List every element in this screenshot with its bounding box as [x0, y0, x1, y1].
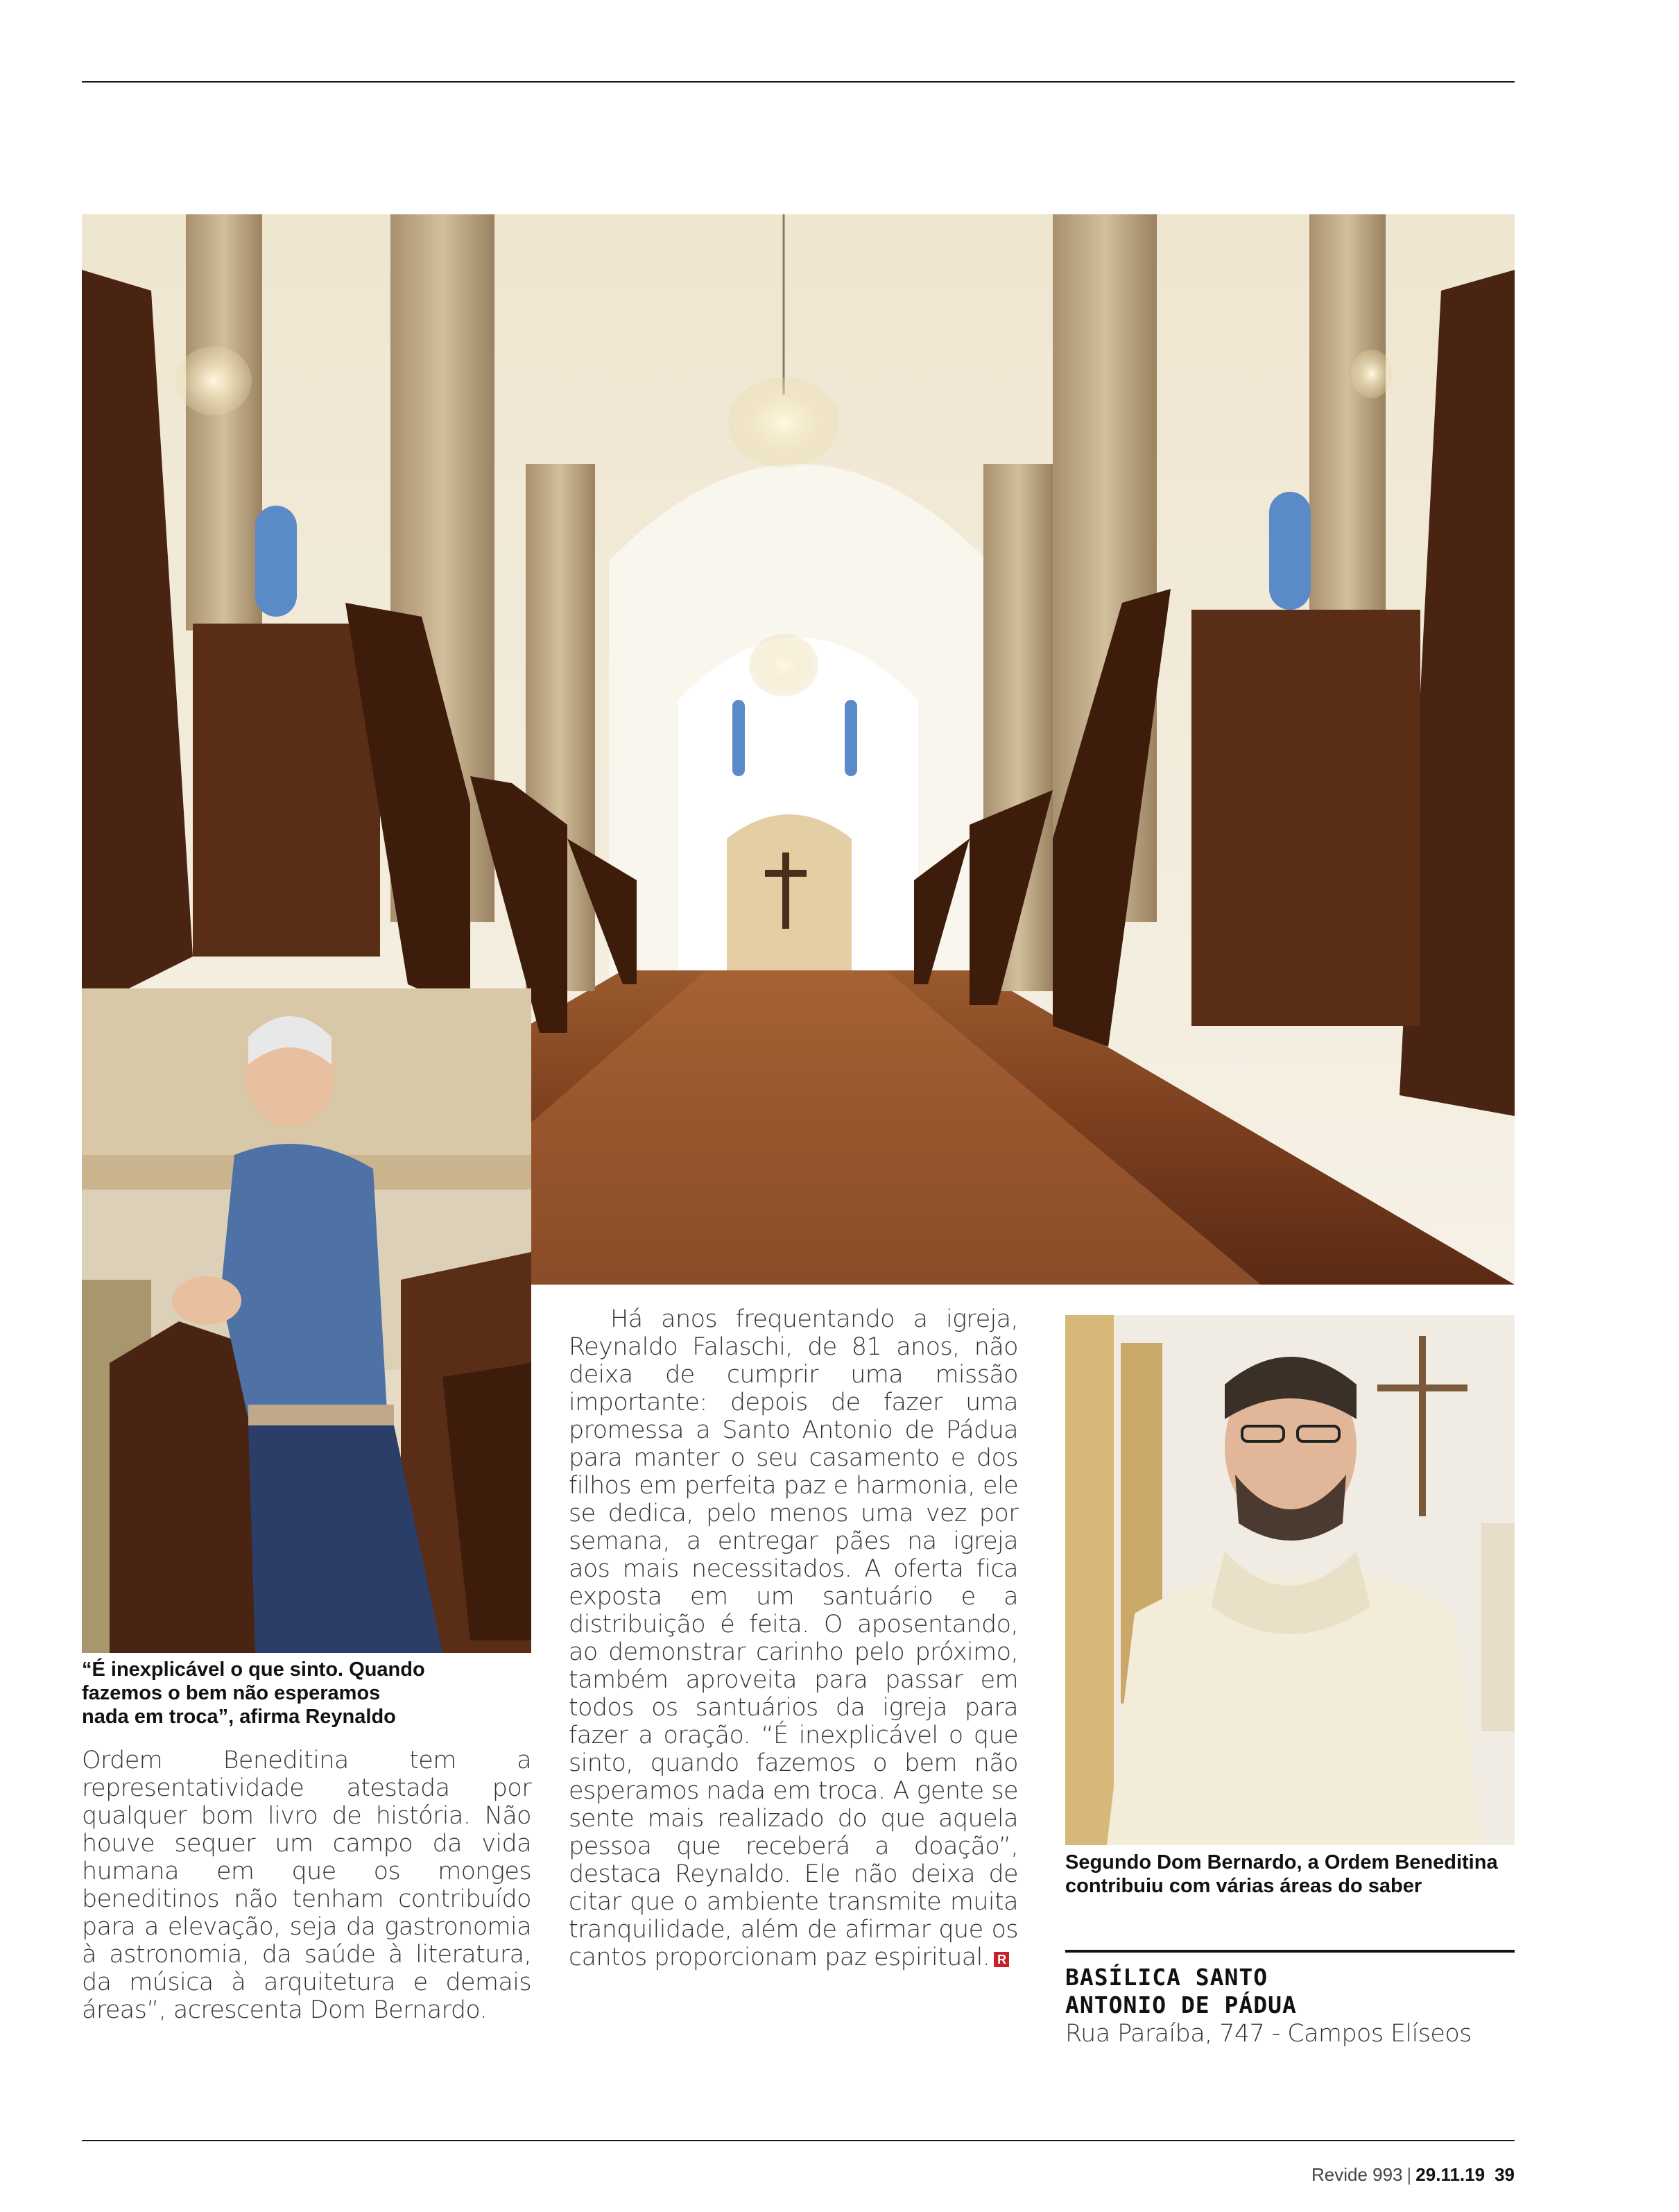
reynaldo-praying-photo — [82, 988, 531, 1653]
infobox-divider — [1065, 1950, 1515, 1953]
caption-line: “É inexplicável o que sinto. Quando — [82, 1658, 425, 1681]
top-rule — [82, 81, 1515, 83]
page-footer — [1311, 2164, 1515, 2186]
magazine-issue: Revide 993 — [1311, 2164, 1403, 2185]
article-paragraph: Ordem Beneditina tem a representatividade atestada por qualquer bom livro de história. Não houve sequer um campo da vida humana em que os monges beneditinos não tenham contribuído para a elevação, seja da gastronomia à astronomia, da saúde à literatura, da música à arquitetura e demais áreas”, acrescenta Dom Bernardo. — [82, 1747, 531, 2024]
article-paragraph — [569, 1305, 1018, 1971]
caption-line: contribuiu com várias áreas do saber — [1065, 1875, 1422, 1897]
article-text: Há anos frequentando a igreja, Reynaldo Falaschi, de 81 anos, não deixa de cumprir uma missão importante: depois de fazer uma promessa a Santo Antonio de Pádua para manter o seu casamento e dos filhos em perfeita paz e harmonia, ele se dedica, pelo menos uma vez por semana, a entregar pães na igreja aos mais necessitados. A oferta fica exposta em um santuário e a distribuição é feita. O aposentando, ao demonstrar carinho pelo próximo, também aproveita para passar em todos os santuários da igreja para fazer a oração. “É inexplicável o que sinto, quando fazemos o bem não esperamos nada em troca. A gente se sente mais realizado do que aquela pessoa que receberá a doação”, destaca Reynaldo. Ele não deixa de citar que o ambiente transmite muita tranquilidade, além de afirmar que os cantos proporcionam paz espiritual. — [569, 1305, 1018, 1971]
caption-line: nada em troca”, afirma Reynaldo — [82, 1706, 396, 1728]
bernardo-photo-caption — [1065, 1851, 1515, 1898]
reynaldo-photo-caption — [82, 1658, 531, 1729]
bottom-rule — [82, 2140, 1515, 2141]
caption-line: Segundo Dom Bernardo, a Ordem Beneditina — [1065, 1851, 1498, 1874]
basilica-address: Rua Paraíba, 747 - Campos Elíseos — [1065, 2020, 1472, 2048]
article-column-2 — [569, 1305, 1018, 1971]
issue-date: 29.11.19 — [1415, 2164, 1486, 2185]
revide-end-mark-icon: R — [994, 1952, 1009, 1967]
location-infobox — [1065, 1950, 1515, 2048]
article-column-1 — [82, 1747, 531, 2024]
page-number: 39 — [1495, 2164, 1515, 2185]
dom-bernardo-photo — [1065, 1315, 1515, 1845]
basilica-name-line1: BASÍLICA SANTO — [1065, 1964, 1268, 1991]
caption-line: fazemos o bem não esperamos — [82, 1682, 381, 1704]
basilica-name-line2: ANTONIO DE PÁDUA — [1065, 1991, 1297, 2018]
footer-separator: | — [1406, 2164, 1412, 2185]
